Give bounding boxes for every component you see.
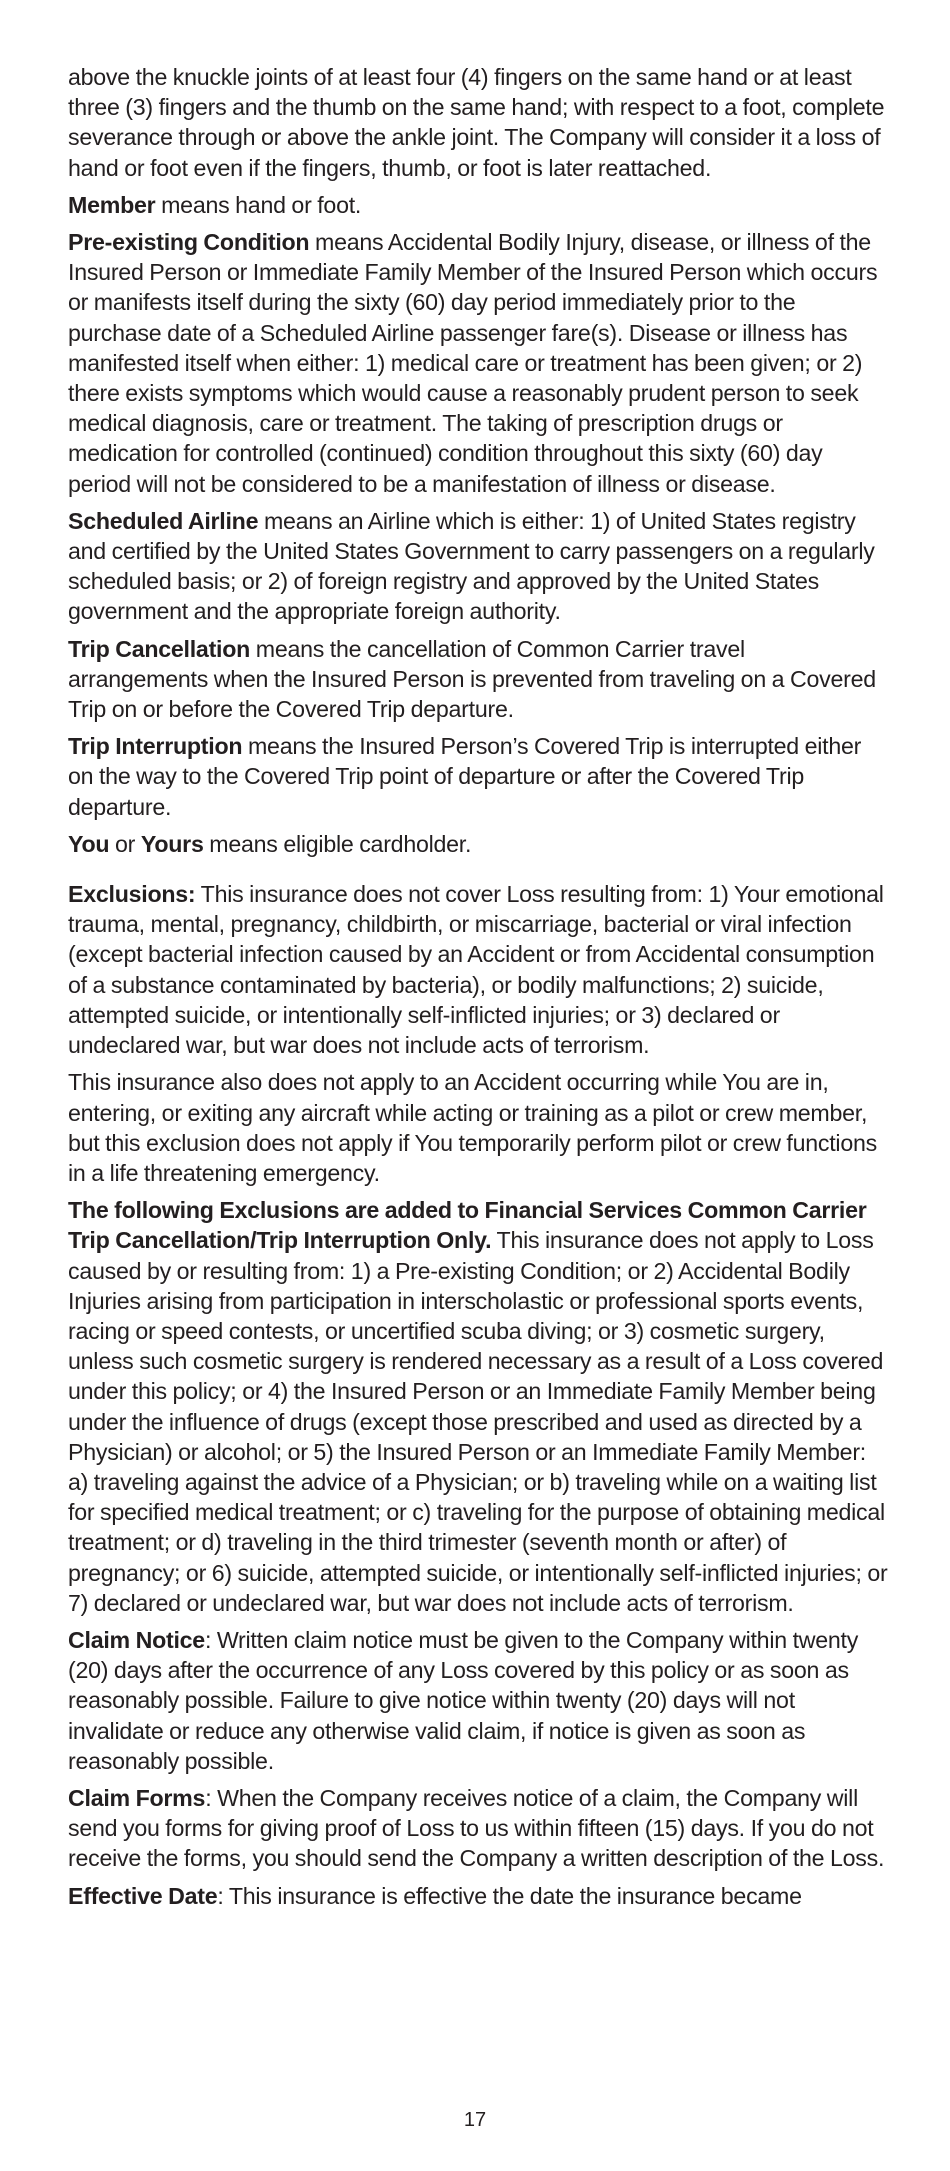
section-heading-claim-notice: Claim Notice xyxy=(68,1626,205,1653)
paragraph-text: above the knuckle joints of at least four (4) fingers on the same hand or at least three (3) fingers and the thumb on the same hand; with respect to a foot, complete severance through or above the ankle joint. The Company will consider it a loss of hand or foot even if the fingers, thumb, or foot is later reattached. xyxy=(68,64,885,181)
paragraph-text: This insurance does not cover Loss resulting from: 1) Your emotional trauma, mental, pregnancy, childbirth, or miscarriage, bacterial or viral infection (except bacterial infection caused by an Accident or from Accidental consumption of a substance contaminated by bacteria), or bodily malfunctions; 2) suicide, attempted suicide, or intentionally self-inflicted injuries; or 3) declared or undeclared war, but war does not include acts of terrorism. xyxy=(68,881,884,1059)
paragraph-claim-forms xyxy=(68,1783,890,1874)
paragraph-pre-existing-condition xyxy=(68,227,890,499)
paragraph-text: This insurance also does not apply to an Accident occurring while You are in, entering, or exiting any aircraft while acting or training as a pilot or crew member, but this exclusion does not apply if You temporarily perform pilot or crew functions in a life threatening emergency. xyxy=(68,1069,877,1186)
paragraph-exclusions xyxy=(68,879,890,1060)
paragraph-text: means Accidental Bodily Injury, disease, or illness of the Insured Person or Immediate Family Member of the Insured Person which occurs or manifests itself during the sixty (60) day period immediately prior to the purchase date of a Scheduled Airline passenger fare(s). Disease or illness has manifested itself when either: 1) medical care or treatment has been given; or 2) there exists symptoms which would cause a reasonably prudent person to seek medical diagnosis, care or treatment. The taking of prescription drugs or medication for controlled (continued) condition throughout this sixty (60) day period will not be considered to be a manifestation of illness or disease. xyxy=(68,229,878,497)
section-heading-effective-date: Effective Date xyxy=(68,1882,218,1909)
paragraph-text: : When the Company receives notice of a claim, the Company will send you forms for giving proof of Loss to us within fifteen (15) days. If you do not receive the forms, you should send the Company a written description of the Loss. xyxy=(68,1784,885,1872)
defined-term-you: You xyxy=(68,830,110,857)
paragraph-you-yours xyxy=(68,829,890,859)
paragraph-text: means the cancellation of Common Carrier travel arrangements when the Insured Person is prevented from traveling on a Covered Trip on or before the Covered Trip departure. xyxy=(68,635,876,723)
paragraph-aircraft-exclusion xyxy=(68,1067,890,1188)
paragraph-member-definition xyxy=(68,190,890,220)
paragraph-scheduled-airline xyxy=(68,506,890,627)
paragraph-text: means eligible cardholder. xyxy=(203,830,472,857)
defined-term-trip-interruption: Trip Interruption xyxy=(68,733,243,760)
defined-term-yours: Yours xyxy=(140,830,204,857)
defined-term-pre-existing-condition: Pre-existing Condition xyxy=(68,229,310,256)
page-number: 17 xyxy=(463,2109,487,2131)
paragraph-text: : This insurance is effective the date the insurance became xyxy=(217,1882,802,1909)
section-heading-common-carrier-exclusions: The following Exclusions are added to Financial Services Common Carrier Trip Cancellation/Trip Interruption Only. xyxy=(68,1197,867,1254)
document-body xyxy=(68,62,890,1918)
paragraph-text: or xyxy=(109,830,141,857)
paragraph-common-carrier-exclusions xyxy=(68,1195,890,1618)
paragraph-text: means an Airline which is either: 1) of United States registry and certified by the United States Government to carry passengers on a regularly scheduled basis; or 2) of foreign registry and approved by the United States government and the appropriate foreign authority. xyxy=(68,507,875,625)
paragraph-trip-interruption xyxy=(68,731,890,822)
section-heading-claim-forms: Claim Forms xyxy=(68,1784,206,1811)
paragraph-text: means the Insured Person’s Covered Trip is interrupted either on the way to the Covered Trip point of departure or after the Covered Trip departure. xyxy=(68,733,862,820)
paragraph-claim-notice xyxy=(68,1625,890,1776)
defined-term-scheduled-airline: Scheduled Airline xyxy=(68,507,259,534)
paragraph-effective-date xyxy=(68,1881,890,1911)
paragraph-text: means hand or foot. xyxy=(155,191,362,218)
paragraph-text: : Written claim notice must be given to the Company within twenty (20) days after the occurrence of any Loss covered by this policy or as soon as reasonably possible. Failure to give notice within twenty (20) days will not invalidate or reduce any otherwise valid claim, if notice is given as soon as reasonably possible. xyxy=(68,1626,859,1774)
defined-term-trip-cancellation: Trip Cancellation xyxy=(68,635,251,662)
defined-term-member: Member xyxy=(68,191,156,218)
paragraph-loss-definition-continued xyxy=(68,62,890,183)
paragraph-text: This insurance does not apply to Loss caused by or resulting from: 1) a Pre-existing Condition; or 2) Accidental Bodily Injuries arising from participation in interscholastic or professional sports events, racing or speed contests, or uncertified scuba diving; or 3) cosmetic surgery, unless such cosmetic surgery is rendered necessary as a result of a Loss covered under this policy; or 4) the Insured Person or an Immediate Family Member being under the influence of drugs (except those prescribed and used as directed by a Physician) or alcohol; or 5) the Insured Person or an Immediate Family Member: a) traveling against the advice of a Physician; or b) traveling while on a waiting list for specified medical treatment; or c) traveling for the purpose of obtaining medical treatment; or d) traveling in the third trimester (seventh month or after) of pregnancy; or 6) suicide, attempted suicide, or intentionally self-inflicted injuries; or 7) declared or undeclared war, but war does not include acts of terrorism. xyxy=(68,1227,888,1616)
paragraph-trip-cancellation xyxy=(68,634,890,725)
section-heading-exclusions: Exclusions: xyxy=(68,881,196,908)
